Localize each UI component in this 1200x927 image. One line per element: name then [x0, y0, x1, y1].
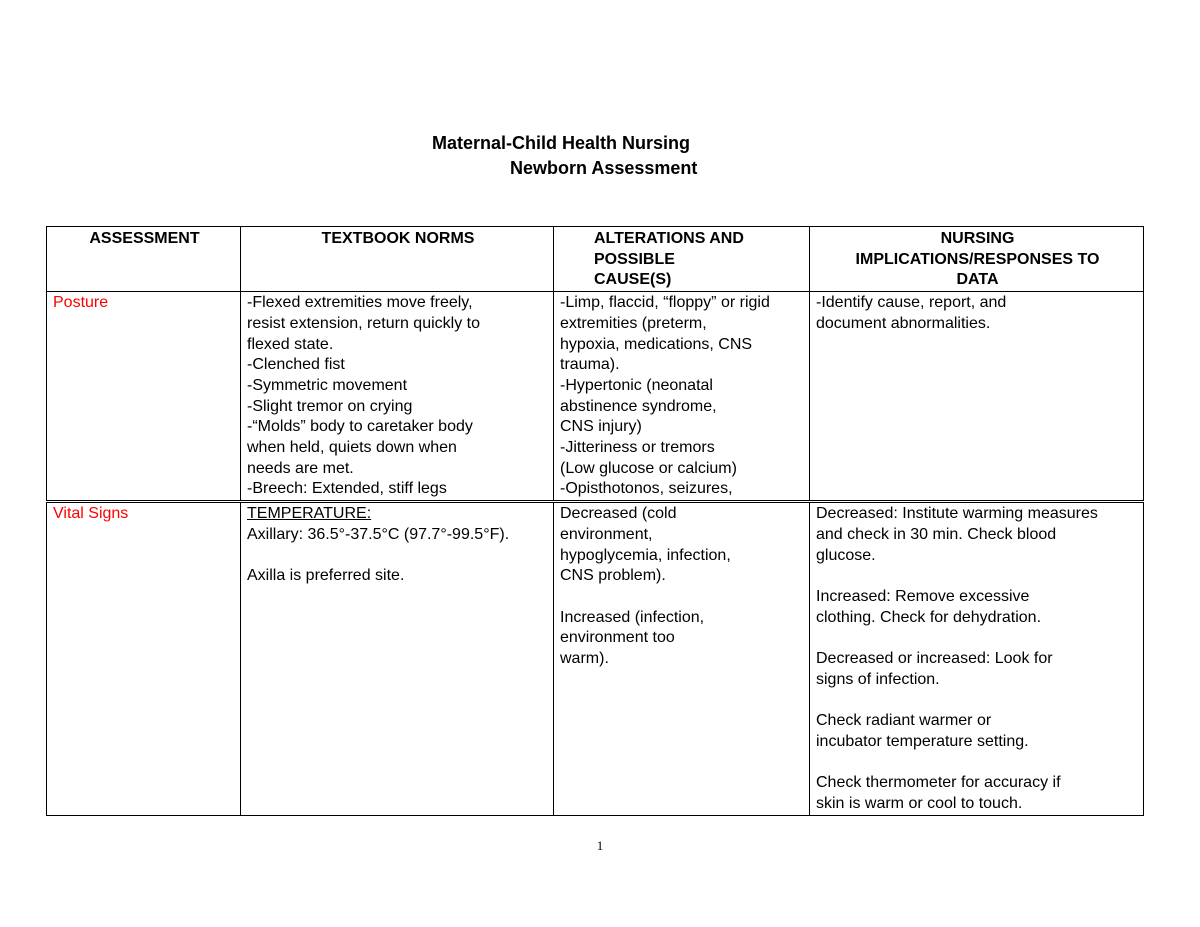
assessment-table: [46, 226, 1144, 816]
column-header-textbook-norms: TEXTBOOK NORMS: [241, 227, 554, 292]
column-header-assessment: ASSESSMENT: [47, 227, 241, 292]
alterations-cell: Decreased (cold environment, hypoglycemia, infection, CNS problem). Increased (infection, environment too warm).: [554, 502, 810, 815]
implications-cell: -Identify cause, report, and document abnormalities.: [810, 292, 1144, 502]
norms-cell: -Flexed extremities move freely, resist extension, return quickly to flexed state. -Clenched fist -Symmetric movement -Slight tremor on crying -“Molds” body to caretaker body when held, quiets down when needs are met. -Breech: Extended, stiff legs: [241, 292, 554, 502]
implications-cell: Decreased: Institute warming measures and check in 30 min. Check blood glucose. Increased: Remove excessive clothing. Check for dehydration. Decreased or increased: Look for signs of infection. Check radiant warmer or incubator temperature setting. Check thermometer for accuracy if skin is warm or cool to touch.: [810, 502, 1144, 815]
alterations-cell: -Limp, flaccid, “floppy” or rigid extremities (preterm, hypoxia, medications, CNS trauma). -Hypertonic (neonatal abstinence syndrome, CNS injury) -Jitteriness or tremors (Low glucose or calcium) -Opisthotonos, seizures,: [554, 292, 810, 502]
temperature-heading: TEMPERATURE:: [247, 505, 372, 523]
table-row: [47, 292, 1144, 502]
page-number: 1: [596, 838, 604, 853]
assessment-cell-vital-signs: Vital Signs: [47, 502, 241, 815]
assessment-cell-posture: Posture: [47, 292, 241, 502]
table-row: [47, 502, 1144, 815]
table-header-row: [47, 227, 1144, 292]
column-header-alterations: ALTERATIONS AND POSSIBLE CAUSE(S): [554, 227, 810, 292]
document-title: Maternal-Child Health Nursing: [432, 133, 691, 153]
norms-cell: TEMPERATURE: Axillary: 36.5°-37.5°C (97.7°-99.5°F). Axilla is preferred site.: [241, 502, 554, 815]
document-subtitle: Newborn Assessment: [510, 158, 698, 178]
column-header-nursing-implications: NURSING IMPLICATIONS/RESPONSES TO DATA: [810, 227, 1144, 292]
